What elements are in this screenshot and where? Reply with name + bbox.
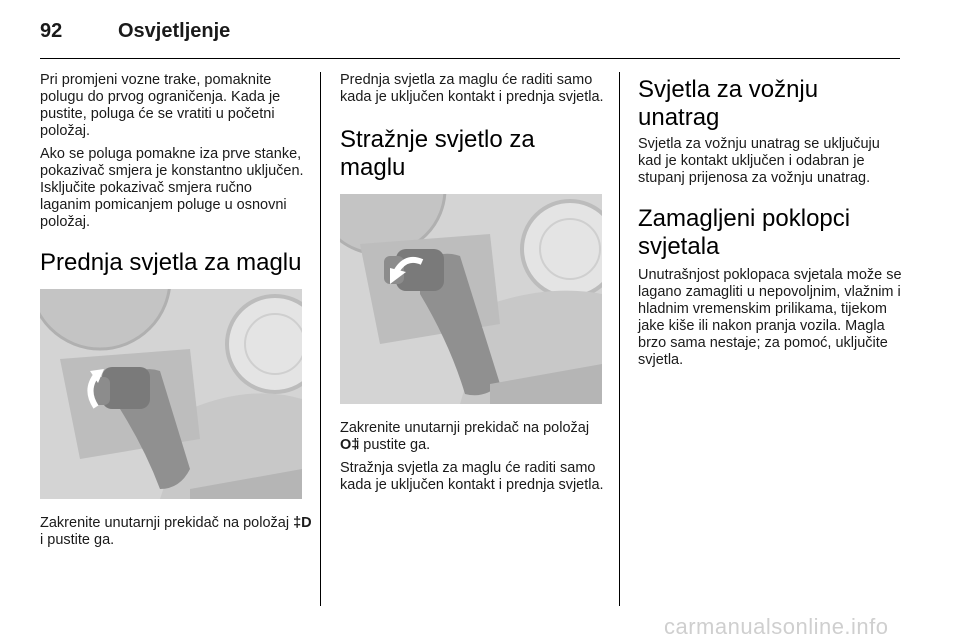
figure-rear-fog-switch [340, 194, 602, 404]
switch-illustration [340, 194, 602, 404]
paragraph: Stražnja svjetla za maglu će raditi samo kada je uključen kontakt i prednja svjetla. [340, 460, 604, 493]
figure-front-fog-switch [40, 289, 302, 499]
heading-front-fog: Prednja svjetla za maglu [40, 249, 302, 276]
paragraph: Prednja svjetla za maglu će raditi samo kada je uključen kontakt i prednja svjetla. [340, 72, 604, 105]
column-2 [340, 72, 604, 500]
caption-rear-fog: Zakrenite unutarnji prekidač na položaj O‡ i pustite ga. [340, 420, 590, 453]
switch-illustration [40, 289, 302, 499]
paragraph: Unutrašnjost poklopaca svjetala može se lagano zamagliti u nepovoljnim, vlažnim i hladnim vremenskim prilikama, tijekom jake kiše ili nakon pranja vozila. Magla brzo sama nestaje; za pomoć, uključite svjetla. [638, 267, 902, 368]
column-divider [320, 72, 321, 606]
heading-rear-fog: Stražnje svjetlo za maglu [340, 126, 535, 181]
column-3 [638, 72, 904, 375]
paragraph: Svjetla za vožnju unatrag se uključuju kad je kontakt uključen i odabran je stupanj prijenosa za vožnju unatrag. [638, 136, 880, 186]
page-header [40, 18, 900, 62]
heading-reversing-lights: Svjetla za vožnju unatrag [638, 76, 819, 131]
paragraph: Pri promjeni vozne trake, pomaknite polugu do prvog ograničenja. Kada je pustite, poluga će se vratiti u početni položaj. [40, 72, 281, 139]
column-divider [619, 72, 620, 606]
heading-misted-covers: Zamagljeni poklopci svjetala [638, 205, 851, 260]
watermark: carmanualsonline.info [664, 614, 889, 639]
page-number: 92 [40, 20, 63, 42]
section-title: Osvjetljenje [118, 20, 231, 42]
paragraph: Ako se poluga pomakne iza prve stanke, pokazivač smjera je konstantno uključen. Isključite pokazivač smjera ručno laganim pomicanjem poluge u osnovni položaj. [40, 146, 304, 230]
header-rule [40, 58, 900, 59]
column-1 [40, 72, 312, 555]
caption-front-fog: Zakrenite unutarnji prekidač na položaj ‡D i pustite ga. [40, 515, 312, 548]
rear-fog-light-icon: O‡ [340, 437, 360, 453]
front-fog-light-icon: ‡D [293, 515, 312, 531]
